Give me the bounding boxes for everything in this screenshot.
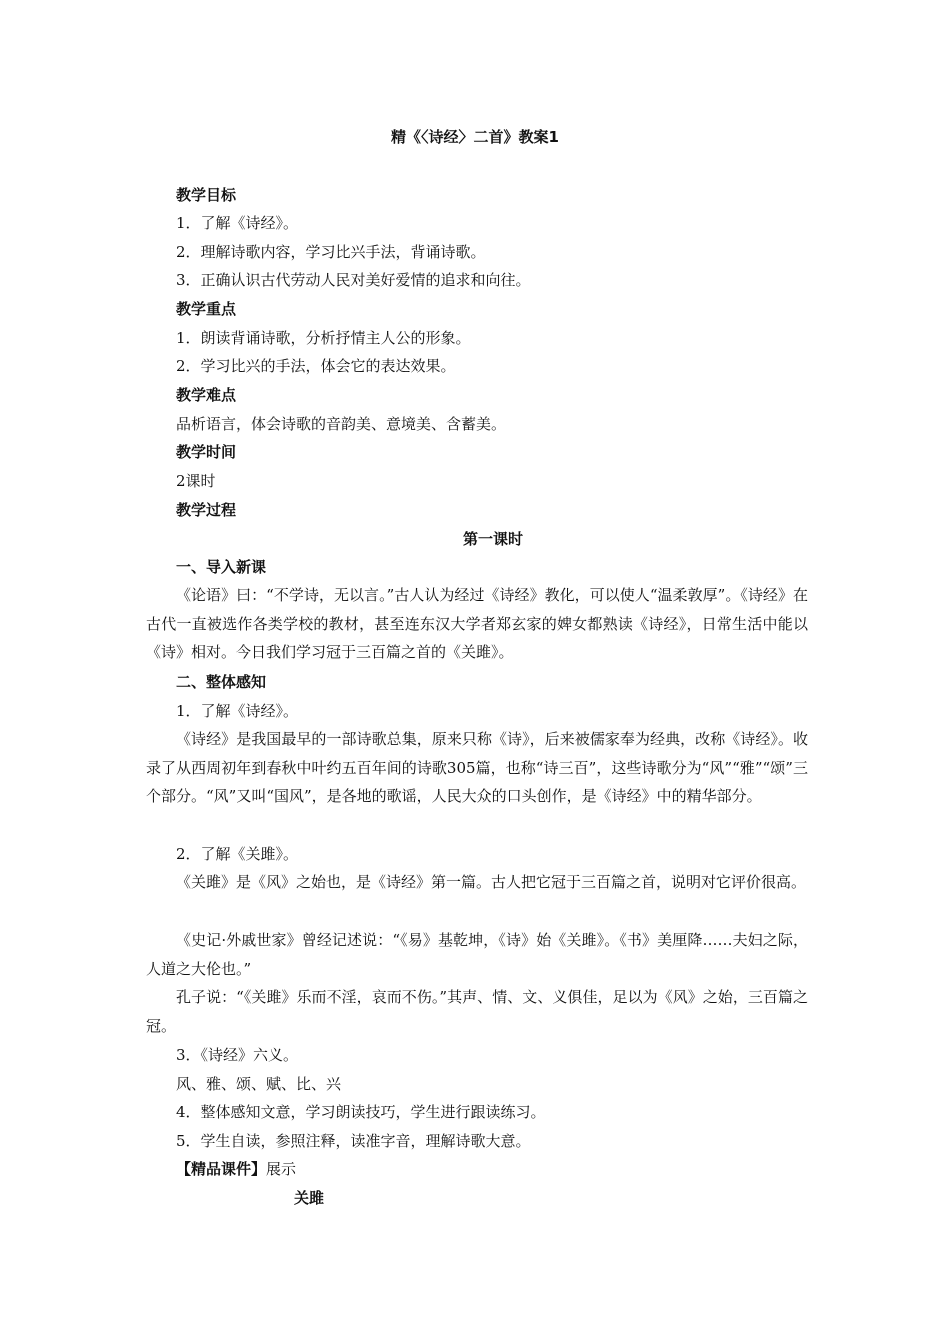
goal-item: 3．正确认识古代劳动人民对美好爱情的追求和向往。 xyxy=(176,271,531,289)
overview-item-1: 1．了解《诗经》。 xyxy=(176,702,299,720)
overview-item-3-detail: 风、雅、颂、赋、比、兴 xyxy=(176,1075,342,1093)
time-text: 2课时 xyxy=(176,472,216,490)
section-overview-heading: 二、整体感知 xyxy=(176,673,267,691)
key-points-heading: 教学重点 xyxy=(176,300,237,318)
courseware-suffix: 展示 xyxy=(266,1160,297,1178)
overview-item-2-quote: 《史记·外戚世家》曾经记述说：“《易》基乾坤，《诗》始《关雎》。《书》美厘降……夫妇之际，人道之大伦也。” xyxy=(146,931,808,978)
overview-item-2: 2．了解《关雎》。 xyxy=(176,845,299,863)
overview-item-3: 3．《诗经》六义。 xyxy=(176,1046,299,1064)
overview-item-4: 4．整体感知文意，学习朗读技巧，学生进行跟读练习。 xyxy=(176,1103,546,1121)
section-intro-paragraph: 《论语》曰：“不学诗，无以言。”古人认为经过《诗经》教化，可以使人“温柔敦厚”。《诗经》在古代一直被选作各类学校的教材，甚至连东汉大学者郑玄家的婢女都熟读《诗经》，日常生活中能以《诗》相对。今日我们学习冠于三百篇之首的《关雎》。 xyxy=(146,586,808,662)
key-point-item: 2．学习比兴的手法，体会它的表达效果。 xyxy=(176,357,456,375)
goal-item: 2．理解诗歌内容，学习比兴手法，背诵诗歌。 xyxy=(176,243,486,261)
lesson-one-heading: 第一课时 xyxy=(462,530,523,548)
difficulty-text: 品析语言，体会诗歌的音韵美、意境美、含蓄美。 xyxy=(176,415,507,433)
key-point-item: 1．朗读背诵诗歌，分析抒情主人公的形象。 xyxy=(176,329,471,347)
time-heading: 教学时间 xyxy=(176,443,237,461)
difficulty-heading: 教学难点 xyxy=(176,386,237,404)
overview-item-5: 5．学生自读，参照注释，读准字音，理解诗歌大意。 xyxy=(176,1132,531,1150)
process-heading: 教学过程 xyxy=(176,501,237,519)
goal-item: 1．了解《诗经》。 xyxy=(176,214,299,232)
courseware-line xyxy=(176,1159,808,1179)
goals-heading: 教学目标 xyxy=(176,186,237,204)
courseware-label: 【精品课件】 xyxy=(176,1160,267,1178)
section-intro-heading: 一、导入新课 xyxy=(176,558,267,576)
overview-item-2-paragraph: 《关雎》是《风》之始也，是《诗经》第一篇。古人把它冠于三百篇之首，说明对它评价很高。 xyxy=(176,873,807,891)
overview-item-2-confucius: 孔子说：“《关雎》乐而不淫，哀而不伤。”其声、情、文、义俱佳，足以为《风》之始，三百篇之冠。 xyxy=(146,988,808,1035)
poem-title: 关雎 xyxy=(294,1189,325,1207)
overview-item-1-paragraph: 《诗经》是我国最早的一部诗歌总集，原来只称《诗》，后来被儒家奉为经典，改称《诗经》。收录了从西周初年到春秋中叶约五百年间的诗歌305篇，也称“诗三百”，这些诗歌分为“风”“雅”“颂”三个部分。“风”又叫“国风”，是各地的歌谣，人民大众的口头创作，是《诗经》中的精华部分。 xyxy=(146,730,808,806)
document-title: 精《〈诗经〉二首》教案1 xyxy=(391,128,559,146)
